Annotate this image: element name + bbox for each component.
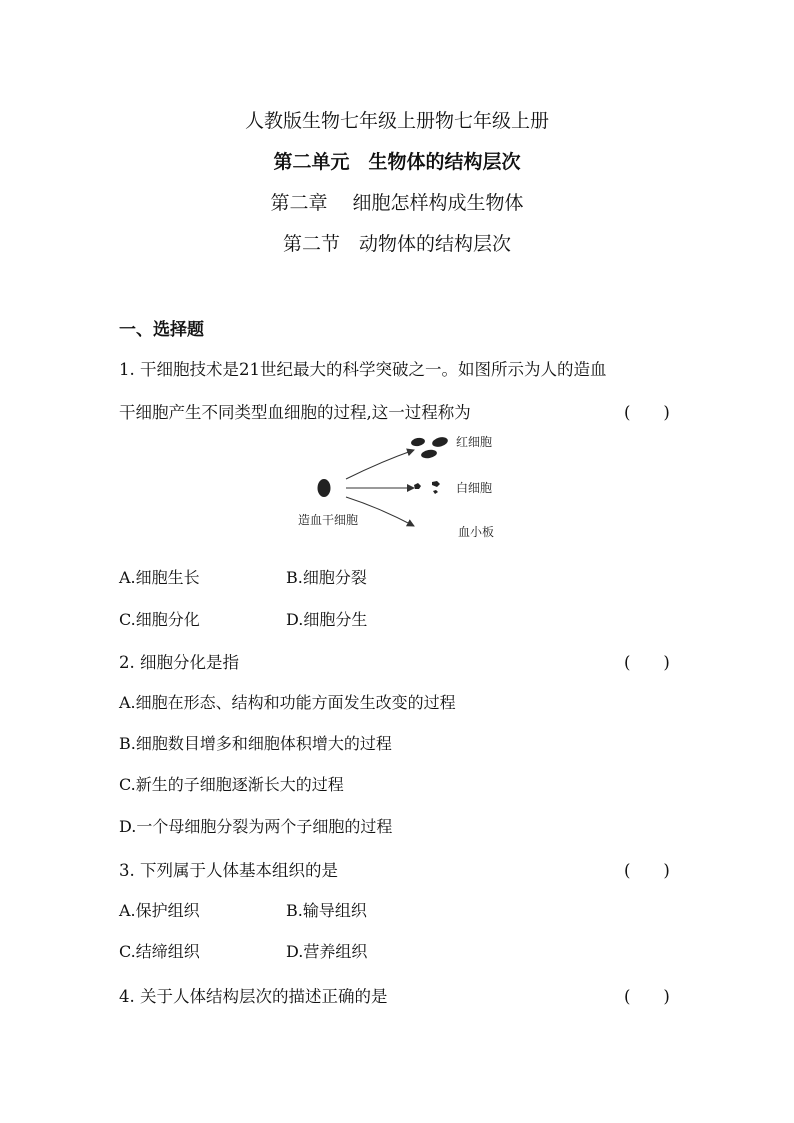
arrow-to-red bbox=[346, 450, 414, 479]
doc-title: 人教版生物七年级上册物七年级上册 bbox=[244, 110, 549, 132]
red-cell-shape bbox=[431, 436, 449, 449]
white-cell-shape bbox=[433, 490, 438, 494]
unit-title: 第二单元 生物体的结构层次 bbox=[273, 151, 521, 173]
q2-stem: 2. 细胞分化是指 bbox=[119, 653, 239, 672]
stem-cell-shape bbox=[318, 479, 331, 497]
q4-answer-blank: ( ) bbox=[624, 987, 670, 1006]
red-cell-shape bbox=[420, 449, 437, 460]
q1-option-a[interactable]: A.细胞生长 bbox=[119, 568, 200, 587]
question-section-heading: 一、选择题 bbox=[119, 320, 204, 340]
q3-option-b[interactable]: B.输导组织 bbox=[286, 901, 367, 920]
chapter-title: 第二章 细胞怎样构成生物体 bbox=[270, 192, 524, 214]
white-cell-label: 白细胞 bbox=[456, 481, 493, 495]
blood-cell-differentiation-figure bbox=[290, 430, 520, 545]
q3-option-d[interactable]: D.营养组织 bbox=[286, 942, 368, 961]
q1-stem-line1: 1. 干细胞技术是21世纪最大的科学突破之一。如图所示为人的造血 bbox=[119, 360, 607, 379]
q1-stem-line2: 干细胞产生不同类型血细胞的过程,这一过程称为 bbox=[119, 403, 471, 422]
q2-option-b[interactable]: B.细胞数目增多和细胞体积增大的过程 bbox=[119, 734, 392, 753]
q3-stem: 3. 下列属于人体基本组织的是 bbox=[119, 861, 338, 880]
q1-option-b[interactable]: B.细胞分裂 bbox=[286, 568, 367, 587]
q3-option-a[interactable]: A.保护组织 bbox=[119, 901, 200, 920]
white-cell-shape bbox=[432, 481, 440, 487]
q1-answer-blank: ( ) bbox=[624, 403, 670, 422]
q2-option-a[interactable]: A.细胞在形态、结构和功能方面发生改变的过程 bbox=[119, 693, 456, 712]
red-cell-shape bbox=[410, 437, 425, 447]
q1-option-c[interactable]: C.细胞分化 bbox=[119, 610, 200, 629]
q4-stem: 4. 关于人体结构层次的描述正确的是 bbox=[119, 987, 388, 1006]
q2-answer-blank: ( ) bbox=[624, 653, 670, 672]
section-title: 第二节 动物体的结构层次 bbox=[282, 233, 511, 255]
red-cell-label: 红细胞 bbox=[456, 435, 493, 449]
q2-option-d[interactable]: D.一个母细胞分裂为两个子细胞的过程 bbox=[119, 817, 393, 836]
platelet-label: 血小板 bbox=[458, 525, 495, 539]
q1-option-d[interactable]: D.细胞分生 bbox=[286, 610, 368, 629]
q3-option-c[interactable]: C.结缔组织 bbox=[119, 942, 200, 961]
white-cell-shape bbox=[414, 483, 421, 489]
stem-cell-label: 造血干细胞 bbox=[298, 513, 359, 527]
q3-answer-blank: ( ) bbox=[624, 861, 670, 880]
q2-option-c[interactable]: C.新生的子细胞逐渐长大的过程 bbox=[119, 775, 344, 794]
